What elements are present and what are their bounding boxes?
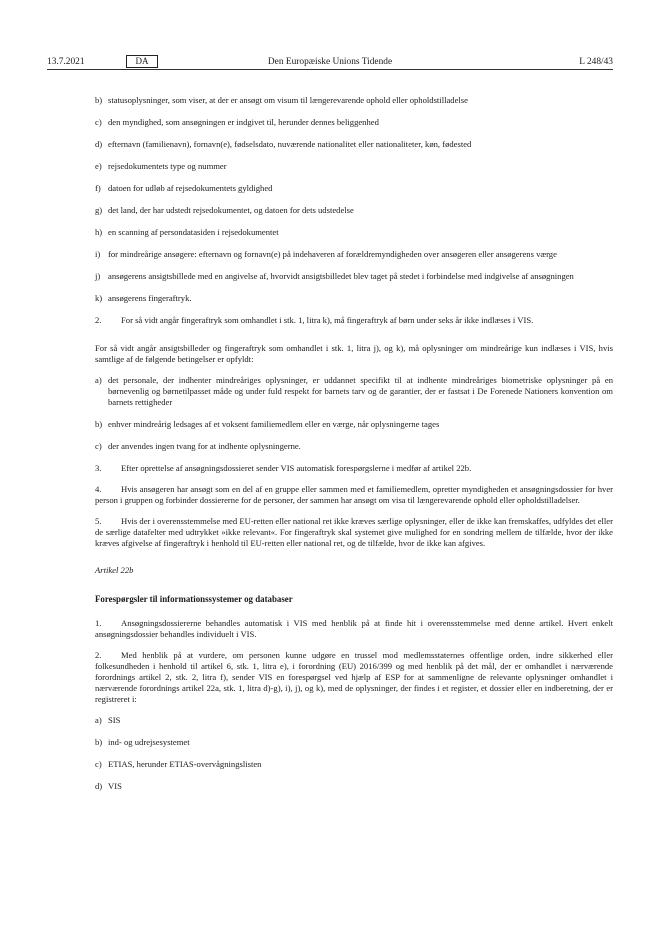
item-label: f) xyxy=(95,183,101,193)
item-label: g) xyxy=(95,205,103,215)
list-item xyxy=(95,271,613,282)
item-text: ansøgerens ansigtsbillede med en angivelse af, hvorvidt ansigtsbilledet blev taget på stedet i forbindelse med indgivelse af ansøgningen xyxy=(108,271,574,281)
paragraph-minors: For så vidt angår ansigtsbilleder og fingeraftryk som omhandlet i stk. 1, litra j), og k), må oplysninger om mindreårige kun indlæses i VIS, hvis samtlige af de følgende betingelser er opfyldt: xyxy=(95,343,613,364)
header-rule xyxy=(47,69,613,70)
list-item xyxy=(95,161,613,172)
item-label: c) xyxy=(95,759,102,769)
list-item xyxy=(95,117,613,128)
item-text: for mindreårige ansøgere: efternavn og fornavn(e) på indehaveren af forældremyndigheden over ansøgeren eller ansøgerens værge xyxy=(108,249,557,259)
conditions-list xyxy=(95,375,613,452)
item-text: ansøgerens fingeraftryk. xyxy=(108,293,192,303)
list-item xyxy=(95,205,613,216)
language-badge: DA xyxy=(126,55,158,68)
item-text: statusoplysninger, som viser, at der er ansøgt om visum til længerevarende ophold eller opholdstilladelse xyxy=(108,95,468,105)
paragraph-3 xyxy=(95,463,613,474)
list-item xyxy=(95,375,613,408)
item-text: ETIAS, herunder ETIAS-overvågningslisten xyxy=(108,759,262,769)
item-label: c) xyxy=(95,117,102,127)
item-label: b) xyxy=(95,737,103,747)
list-item xyxy=(95,183,613,194)
item-text: den myndighed, som ansøgningen er indgivet til, herunder dennes beliggenhed xyxy=(108,117,379,127)
item-text: en scanning af persondatasiden i rejsedokumentet xyxy=(108,227,279,237)
list-item xyxy=(95,441,613,452)
list-item xyxy=(95,419,613,430)
article-paragraph-1 xyxy=(95,618,613,640)
paragraph-number: 3. xyxy=(95,463,102,473)
item-text: efternavn (familienavn), fornavn(e), fødselsdato, nuværende nationalitet eller nationaliteter, køn, fødested xyxy=(108,139,472,149)
list-item xyxy=(95,249,613,260)
item-label: a) xyxy=(95,715,102,725)
item-text: der anvendes ingen tvang for at indhente oplysningerne. xyxy=(108,441,301,451)
paragraph-number: 1. xyxy=(95,618,102,628)
page-header xyxy=(47,56,613,69)
paragraph-text: Hvis ansøgeren har ansøgt som en del af en gruppe eller sammen med et familiemedlem, opretter myndigheden et ansøgningsdossier for hver person i gruppen og forbinder dossiererne for de personer, der sammen har ansøgt om visa til længerevarende ophold eller opholdstilladelser. xyxy=(95,484,613,505)
item-text: det personale, der indhenter mindreåriges oplysninger, er uddannet specifikt til at indhente mindreåriges biometriske oplysninger på en børnevenlig og børnetilpasset måde og under fuld respekt for barnets tarv og de garantier, der er fastsat i De Forenede Nationers konvention om barnets rettigheder xyxy=(108,375,613,407)
list-item xyxy=(95,95,613,106)
item-label: h) xyxy=(95,227,103,237)
item-label: d) xyxy=(95,781,103,791)
list-item xyxy=(95,737,613,748)
list-item xyxy=(95,227,613,238)
paragraph-number: 2. xyxy=(95,650,102,660)
item-label: k) xyxy=(95,293,103,303)
paragraph-4 xyxy=(95,484,613,506)
list-item xyxy=(95,759,613,770)
item-text: det land, der har udstedt rejsedokumentet, og datoen for dets udstedelse xyxy=(108,205,354,215)
data-list xyxy=(95,95,613,304)
item-label: a) xyxy=(95,375,102,385)
item-label: j) xyxy=(95,271,101,281)
article-paragraph-2 xyxy=(95,650,613,705)
header-date: 13.7.2021 xyxy=(47,57,85,67)
paragraph-number: 5. xyxy=(95,516,102,526)
paragraph-number: 2. xyxy=(95,315,102,325)
list-item xyxy=(95,293,613,304)
paragraph-text: For så vidt angår fingeraftryk som omhandlet i stk. 1, litra k), må fingeraftryk af børn under seks år ikke indlæses i VIS. xyxy=(121,315,534,325)
item-label: d) xyxy=(95,139,103,149)
paragraph-text: Ansøgningsdossiererne behandles automatisk i VIS med henblik på at finde hit i overensstemmelse med denne artikel. Hvert enkelt ansøgningsdossier behandles individuelt i VIS. xyxy=(95,618,613,639)
item-text: VIS xyxy=(108,781,122,791)
item-text: enhver mindreårig ledsages af et voksent familiemedlem eller en værge, når oplysningerne tages xyxy=(108,419,440,429)
item-label: c) xyxy=(95,441,102,451)
paragraph-text: Hvis der i overensstemmelse med EU-retten eller national ret ikke kræves særlige oplysninger, eller de ikke kan fremskaffes, udfyldes det eller de særlige datafelter med udtrykket »ikke relevant«. For fingeraftryk skal systemet give mulighed for en sondring mellem de tilfælde, hvor der ikke kræves afgivelse af fingeraftryk i henhold til EU-retten eller national ret, og de tilfælde, hvor de ikke kan afgives. xyxy=(95,516,613,548)
item-label: i) xyxy=(95,249,101,259)
list-item xyxy=(95,715,613,726)
paragraph-text: Efter oprettelse af ansøgningsdossieret sender VIS automatisk forespørgslerne i medfør af artikel 22b. xyxy=(121,463,472,473)
paragraph-number: 4. xyxy=(95,484,102,494)
item-label: e) xyxy=(95,161,102,171)
paragraph-2 xyxy=(95,315,613,326)
item-label: b) xyxy=(95,419,103,429)
item-label: b) xyxy=(95,95,103,105)
list-item xyxy=(95,139,613,150)
article-title: Forespørgsler til informationssystemer og databaser xyxy=(95,594,293,604)
list-item xyxy=(95,781,613,792)
paragraph-text: Med henblik på at vurdere, om personen kunne udgøre en trussel mod medlemsstaternes offentlige orden, indre sikkerhed eller folkesundheden i henhold til artikel 6, stk. 1, litra e), i forordning (EU) 2016/399 og med henblik på det mål, der er omhandlet i nærværende forordnings artikel 2, stk. 2, litra f), sender VIS en forespørgsel ved hjælp af ESP for at sammenligne de relevante oplysninger omhandlet i nærværende forordnings artikel 22a, stk. 1, litra d)-g), i), j), og k), med de oplysninger, der findes i et register, et dossier eller en indberetning, der er registreret i: xyxy=(95,650,613,704)
item-text: datoen for udløb af rejsedokumentets gyldighed xyxy=(108,183,273,193)
item-text: SIS xyxy=(108,715,121,725)
item-text: ind- og udrejsesystemet xyxy=(108,737,190,747)
article-number: Artikel 22b xyxy=(95,565,134,575)
paragraph-5 xyxy=(95,516,613,549)
page-number: L 248/43 xyxy=(579,57,613,67)
systems-list xyxy=(95,715,613,792)
journal-title: Den Europæiske Unions Tidende xyxy=(267,57,393,67)
document-body xyxy=(95,95,613,803)
item-text: rejsedokumentets type og nummer xyxy=(108,161,227,171)
